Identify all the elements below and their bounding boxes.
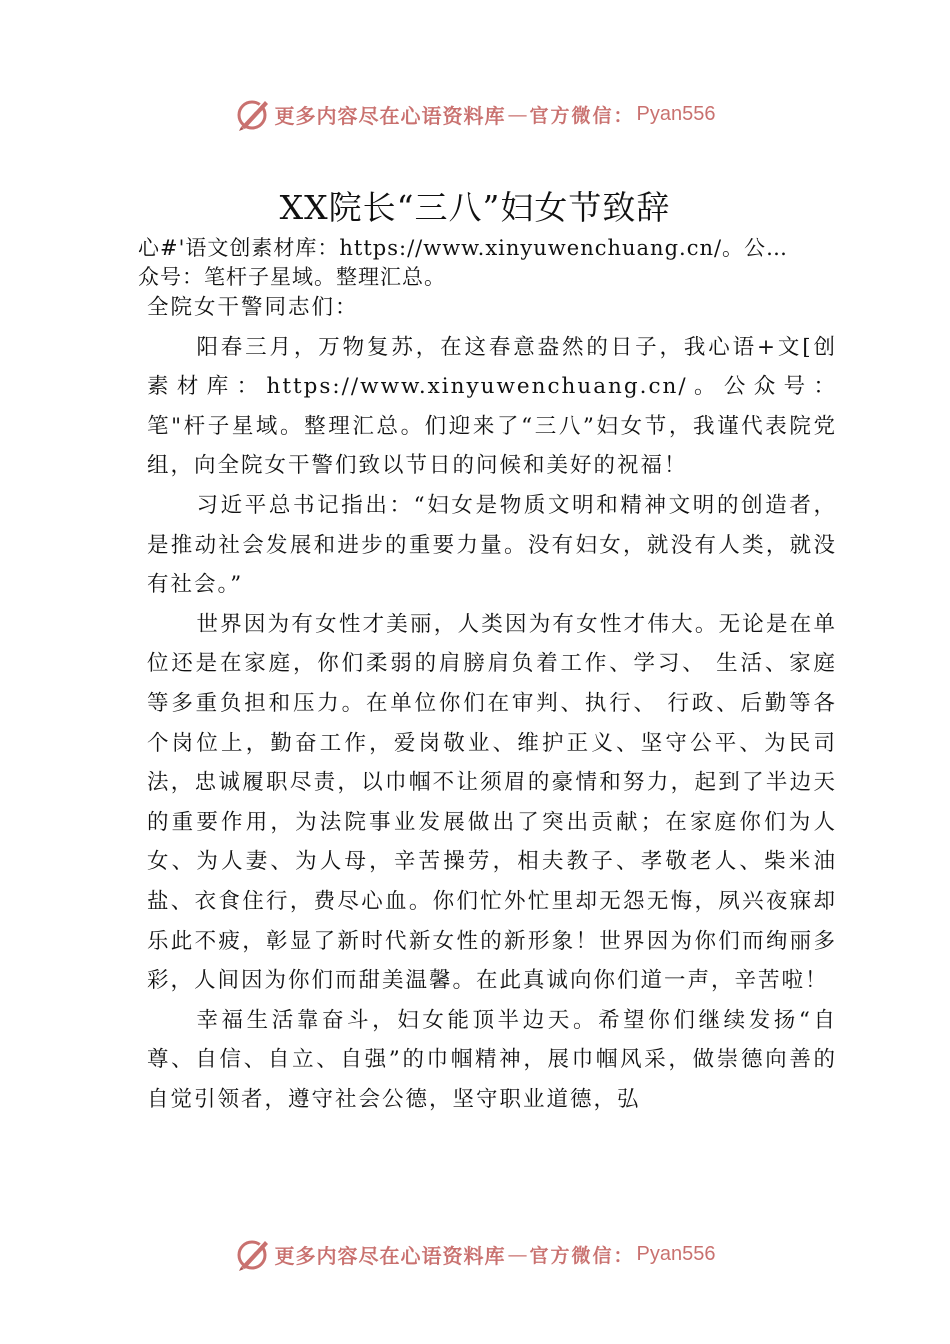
salutation: 全院女干警同志们： xyxy=(147,295,359,320)
document-title: XX院长“三八”妇女节致辞 xyxy=(279,188,671,227)
source-note-line2: 众号：笔杆子星域。整理汇总。 xyxy=(138,265,446,289)
paragraph-quote: 习近平总书记指出：“妇女是物质文明和精神文明的创造者，是推动社会发展和进步的重要力量。没有妇女，就没有人类，就没有社会。” xyxy=(147,492,837,598)
banner-wechat-id: Pyan556 xyxy=(636,1242,716,1265)
banner-contact-label: 官方微信： xyxy=(529,1244,635,1267)
header-banner xyxy=(0,92,950,136)
paragraph-greeting: 阳春三月，万物复苏，在这春意盎然的日子，我心语+文[创素材库：https://www.xinyuwenchuang.cn/。公众号：笔"杆子星域。整理汇总。们迎来了“三八”妇女节，我谨代表院党组，向全院女干警们致以节日的问候和美好的祝福！ xyxy=(147,334,837,479)
source-note-line1: 心#'语文创素材库：https://www.xinyuwenchuang.cn/。公… xyxy=(138,236,789,260)
banner-dash: — xyxy=(507,1242,528,1266)
footer-banner xyxy=(0,1232,950,1276)
banner-dash: — xyxy=(507,102,528,126)
banner-wechat-id: Pyan556 xyxy=(636,102,716,125)
document-body xyxy=(147,288,837,1119)
banner-text: 更多内容尽在心语资料库 xyxy=(274,1243,506,1268)
quill-pen-logo-icon xyxy=(235,1236,271,1272)
banner-text: 更多内容尽在心语资料库 xyxy=(274,103,506,128)
paragraph-hope: 幸福生活靠奋斗，妇女能顶半边天。希望你们继续发扬“自尊、自信、自立、自强”的巾帼精神，展巾帼风采，做崇德向善的自觉引领者，遵守社会公德，坚守职业道德，弘 xyxy=(147,1007,837,1112)
source-note xyxy=(138,234,828,292)
paragraph-praise: 世界因为有女性才美丽，人类因为有女性才伟大。无论是在单位还是在家庭，你们柔弱的肩膀肩负着工作、学习、 生活、家庭等多重负担和压力。在单位你们在审判、执行、 行政、后勤等各个岗位上，勤奋工作，爱岗敬业、维护正义、坚守公平、为民司法，忠诚履职尽责，以巾帼不让须眉的豪情和努力，起到了半边天的重要作用，为法院事业发展做出了突出贡献；在家庭你们为人女、为人妻、为人母，辛苦操劳，相夫教子、孝敬老人、柴米油盐、衣食住行，费尽心血。你们忙外忙里却无怨无悔，夙兴夜寐却乐此不疲，彰显了新时代新女性的新形象！世界因为你们而绚丽多彩，人间因为你们而甜美温馨。在此真诚向你们道一声，辛苦啦！ xyxy=(147,611,837,994)
quill-pen-logo-icon xyxy=(235,96,271,132)
banner-contact-label: 官方微信： xyxy=(529,104,635,127)
